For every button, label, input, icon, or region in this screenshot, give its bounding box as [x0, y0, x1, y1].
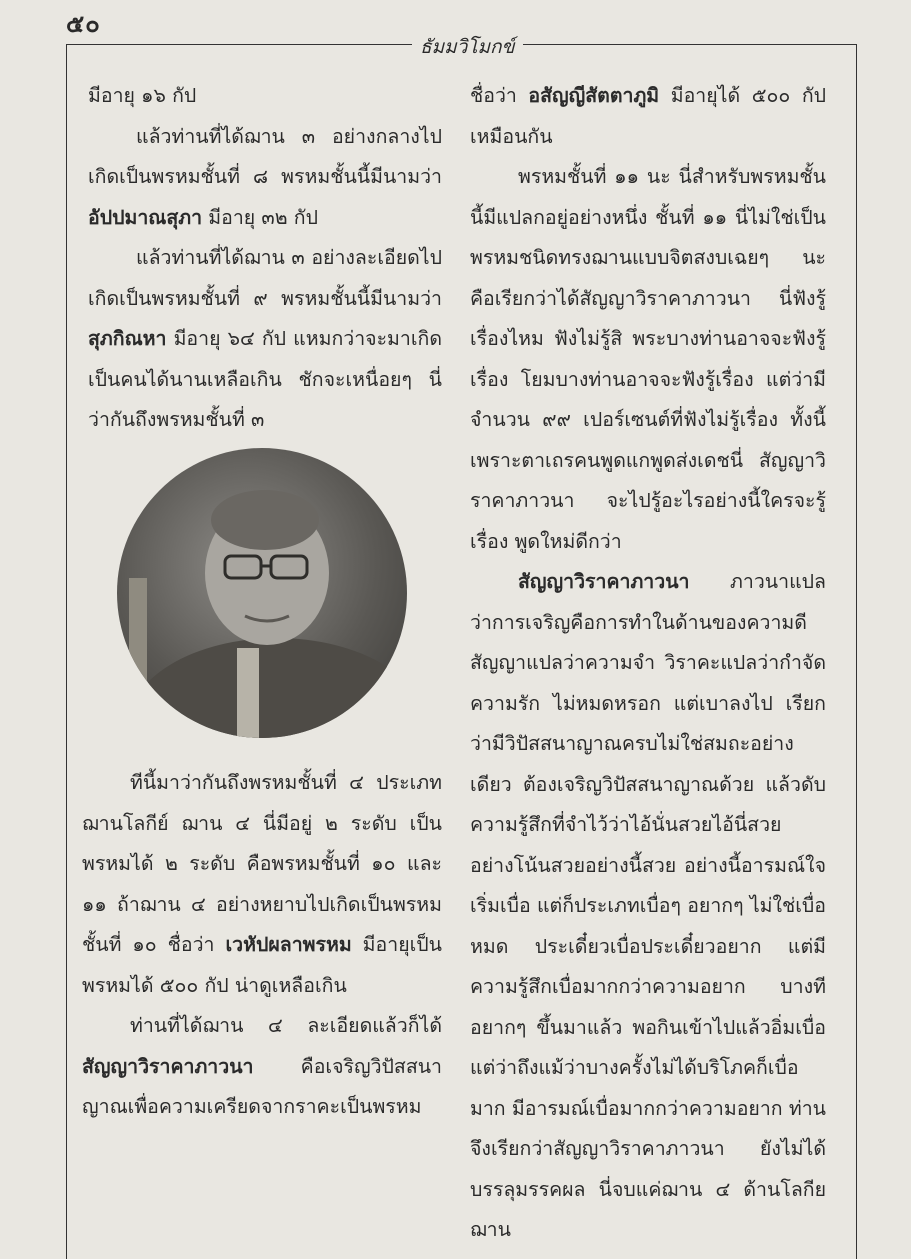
emphasis: สุภกิณหา [88, 327, 167, 350]
right-column [470, 76, 826, 1251]
emphasis: เวหัปผลาพรหม [225, 933, 352, 956]
emphasis: อสัญญีสัตตาภูมิ [528, 84, 660, 107]
paragraph: มีอายุ ๑๖ กัป [88, 84, 197, 107]
emphasis: อัปปมาณสุภา [88, 205, 203, 229]
paragraph: ทีนี้มาว่ากันถึงพรหมชั้นที่ ๔ ประเภทฌานโลกีย์ ฌาน ๔ นี่มีอยู่ ๒ ระดับ เป็นพรหมได้ ๒ ระดับ คือพรหมชั้นที่ ๑๐ และ ๑๑ ถ้าฌาน ๔ อย่างหยาบไปเกิดเป็นพรหมชั้นที่ ๑๐ ชื่อว่า เวหัปผลาพรหม มีอายุเป็นพรหมได้ ๕๐๐ กัป น่าดูเหลือเกิน [82, 771, 442, 997]
paragraph: แล้วท่านที่ได้ฌาน ๓ อย่างละเอียดไปเกิดเป็นพรหมชั้นที่ ๙ พรหมชั้นนี้มีนามว่า สุภกิณหา มีอายุ ๖๔ กัป แหมกว่าจะมาเกิดเป็นคนได้นานเหลือเกิน ชักจะเหนื่อยๆ นี่ว่ากันถึงพรหมชั้นที่ ๓ [88, 246, 442, 431]
frame-left-rule [66, 44, 67, 1259]
running-title: ธัมมวิโมกข์ [412, 32, 523, 62]
frame-right-rule [856, 44, 857, 1259]
paragraph: ท่านที่ได้ฌาน ๔ ละเอียดแล้วก็ได้สัญญาวิราคาภาวนา คือเจริญวิปัสสนาญาณเพื่อความเครียดจากราคะเป็นพรหม [82, 1014, 442, 1118]
left-column-bottom [82, 763, 442, 1128]
paragraph: พรหมชั้นที่ ๑๑ นะ นี่สำหรับพรหมชั้นนี้มีแปลกอยู่อย่างหนึ่ง ชั้นที่ ๑๑ นี่ไม่ใช่เป็นพรหมชนิดทรงฌานแบบจิตสงบเฉยๆ นะ คือเรียกว่าได้สัญญาวิราคาภาวนา นี่ฟังรู้เรื่องไหม ฟังไม่รู้สิ พระบางท่านอาจจะฟังรู้เรื่อง โยมบางท่านอาจจะฟังรู้เรื่อง แต่ว่ามีจำนวน ๙๙ เปอร์เซนต์ที่ฟังไม่รู้เรื่อง ทั้งนี้เพราะตาเถรคนพูดแกพูดส่งเดชนี่ สัญญาวิราคาภาวนา จะไปรู้อะไรอย่างนี้ใครจะรู้เรื่อง พูดใหม่ดีกว่า [470, 165, 826, 553]
paragraph: สัญญาวิราคาภาวนา ภาวนาแปลว่าการเจริญคือการทำในด้านของความดี สัญญาแปลว่าความจำ วิราคะแปลว่ากำจัดความรัก ไม่หมดหรอก แต่เบาลงไป เรียกว่ามีวิปัสสนาญาณครบไม่ใช่สมถะอย่างเดียว ต้องเจริญวิปัสสนาญาณด้วย แล้วดับความรู้สึกที่จำไว้ว่าไอ้นั่นสวยไอ้นี่สวย อย่างโน้นสวยอย่างนี้สวย อย่างนี้อารมณ์ใจเริ่มเบื่อ แต่ก็ประเภทเบื่อๆ อยากๆ ไม่ใช่เบื่อหมด ประเดี๋ยวเบื่อประเดี๋ยวอยาก แต่มีความรู้สึกเบื่อมากกว่าความอยาก บางทีอยากๆ ขึ้นมาแล้ว พอกินเข้าไปแล้วอิ่มเบื่อ แต่ว่าถึงแม้ว่าบางครั้งไม่ได้บริโภคก็เบื่อมาก มีอารมณ์เบื่อมากกว่าความอยาก ท่านจึงเรียกว่าสัญญาวิราคาภาวนา ยังไม่ได้บรรลุมรรคผล นี่จบแค่ฌาน ๔ ด้านโลกียฌาน [470, 570, 826, 1241]
paragraph: ชื่อว่า อสัญญีสัตตาภูมิ มีอายุได้ ๕๐๐ กัปเหมือนกัน [470, 84, 826, 148]
left-column-top [88, 76, 442, 441]
paragraph: แล้วท่านที่ได้ฌาน ๓ อย่างกลางไปเกิดเป็นพรหมชั้นที่ ๘ พรหมชั้นนี้มีนามว่า อัปปมาณสุภา มีอายุ ๓๒ กัป [88, 124, 442, 229]
page-number: ๕๐ [66, 9, 101, 38]
portrait-photo [117, 448, 407, 738]
emphasis: สัญญาวิราคาภาวนา [82, 1054, 254, 1078]
emphasis: สัญญาวิราคาภาวนา [518, 570, 690, 593]
